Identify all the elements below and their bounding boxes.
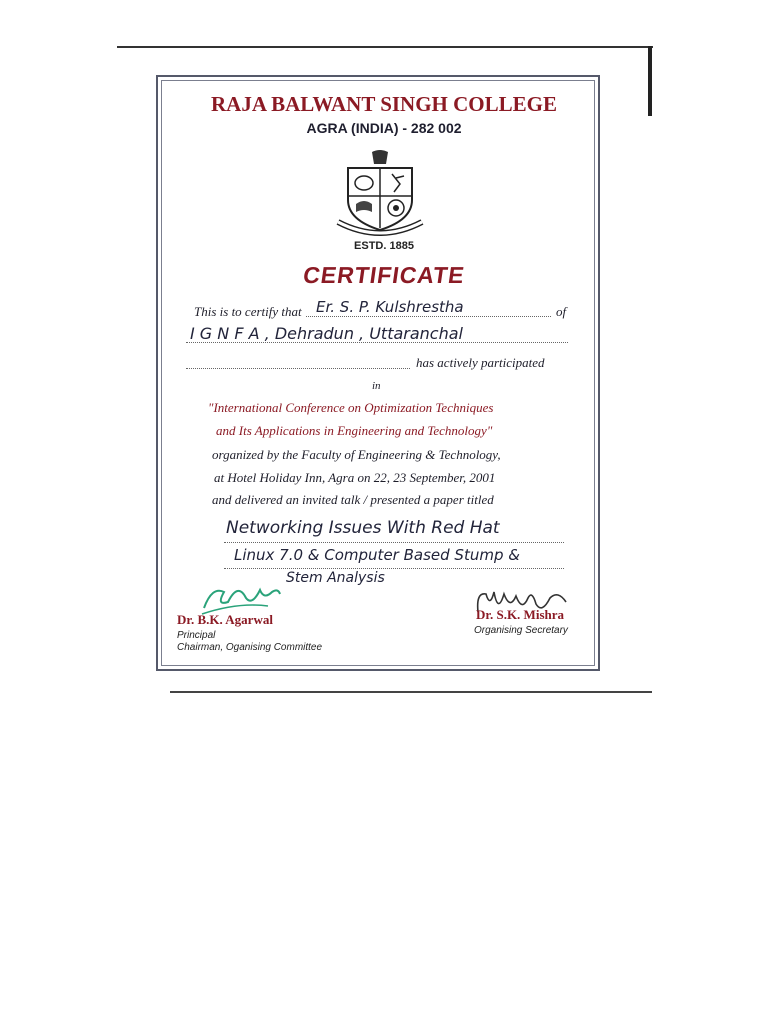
college-name: RAJA BALWANT SINGH COLLEGE [210,92,558,116]
signatory-left-name: Dr. B.K. Agarwal [177,612,273,627]
participated-text: has actively participated [416,355,545,370]
scan-edge-top [117,46,653,48]
signatory-left-role1: Principal [177,630,216,641]
signatory-right-role1: Organising Secretary [474,625,568,636]
signatory-left-role2: Chairman, Oganising Committee [177,642,323,653]
certify-prefix: This is to certify that [194,304,302,319]
dotted-line-blank [186,368,410,369]
in-label: in [372,380,381,392]
paper-title-line2: Linux 7.0 & Computer Based Stump & [234,546,520,564]
venue-date: at Hotel Holiday Inn, Agra on 22, 23 September, 2001 [214,470,496,485]
scan-edge-bottom [170,691,652,693]
paper-title-line3: Stem Analysis [286,570,385,586]
dotted-line-paper2 [224,568,564,569]
dotted-line-paper1 [224,542,564,543]
college-crest-emblem [330,148,430,240]
dotted-line-name [306,316,551,317]
conference-title-line1: "International Conference on Optimization Techniques [208,400,494,415]
certificate-title: CERTIFICATE [301,262,467,288]
college-address: AGRA (INDIA) - 282 002 [306,120,462,136]
recipient-affiliation-handwritten: I G N F A , Dehradun , Uttaranchal [190,324,463,343]
signatory-right-name: Dr. S.K. Mishra [476,607,564,622]
conference-title-line2: and Its Applications in Engineering and Technology" [216,423,493,438]
recipient-name-handwritten: Er. S. P. Kulshrestha [316,298,464,316]
established-year: ESTD. 1885 [354,240,414,252]
of-label: of [556,304,567,319]
delivered-text: and delivered an invited talk / presented a paper titled [212,492,494,507]
paper-title-line1: Networking Issues With Red Hat [226,518,500,538]
organized-by: organized by the Faculty of Engineering & Technology, [212,447,501,462]
